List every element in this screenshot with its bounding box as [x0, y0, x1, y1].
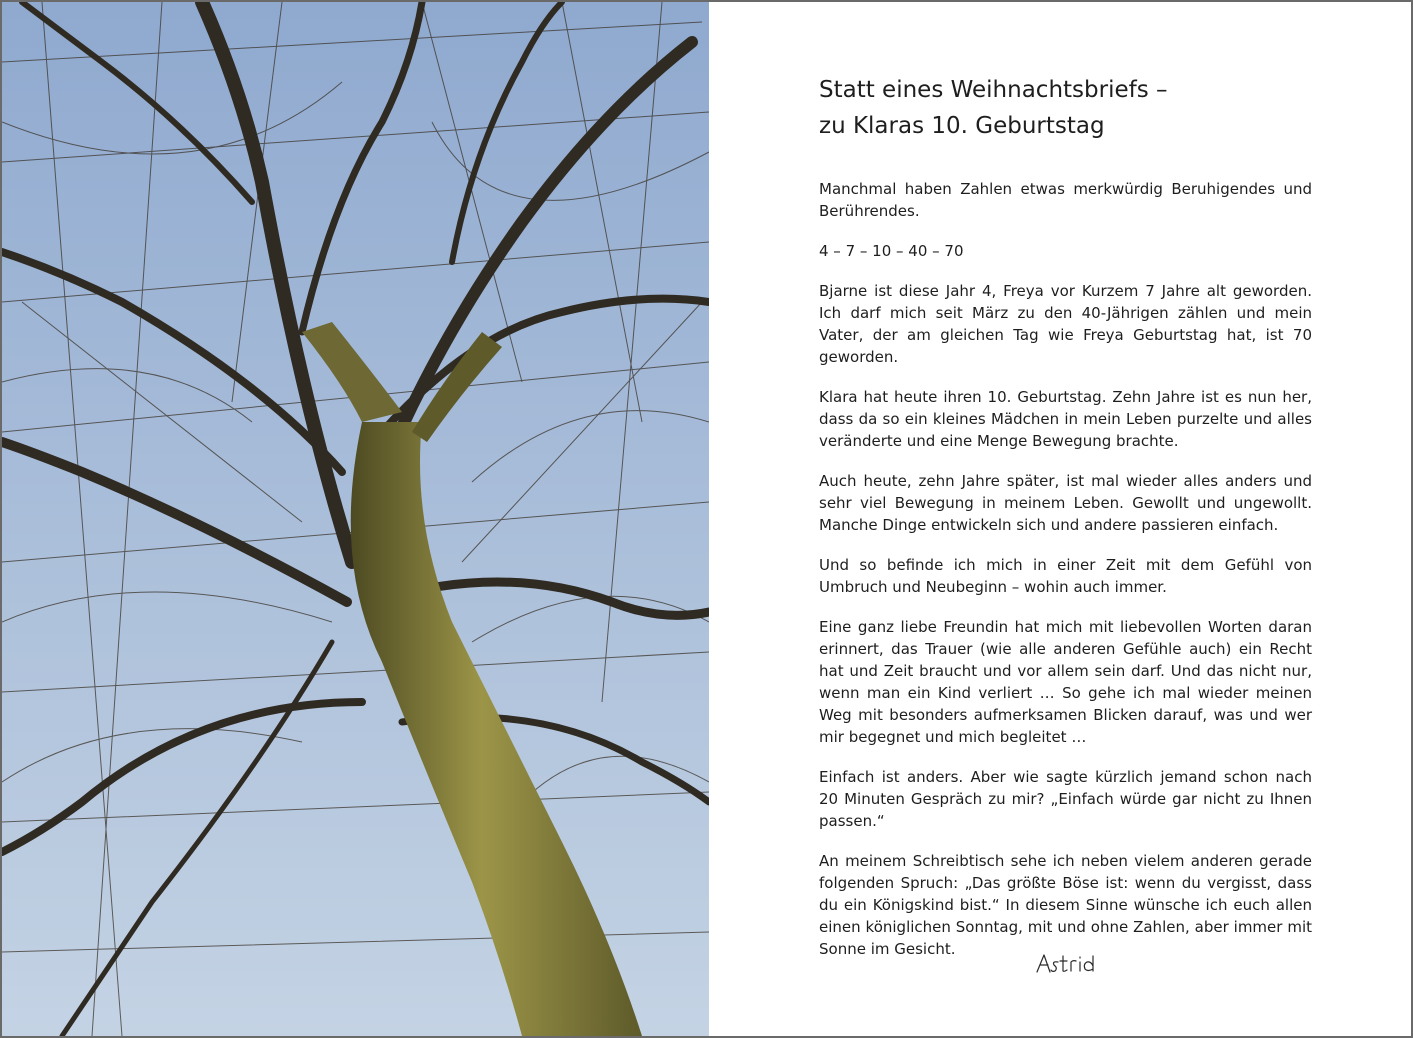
letter-title: [819, 72, 1312, 144]
paragraph-6: Und so befinde ich mich in einer Zeit mit dem Gefühl von Umbruch und Neubeginn – wohin auch immer.: [819, 556, 1312, 596]
title-line-1: Statt eines Weihnachtsbriefs –: [819, 77, 1168, 103]
paragraph-1: Manchmal haben Zahlen etwas merkwürdig Beruhigendes und Berührendes.: [819, 180, 1312, 220]
paragraph-3: Bjarne ist diese Jahr 4, Freya vor Kurzem 7 Jahre alt geworden. Ich darf mich seit März zu den 40-Jährigen zählen und mein Vater, der am gleichen Tag wie Freya Geburtstag hat, ist 70 geworden.: [819, 282, 1312, 366]
number-sequence: 4 – 7 – 10 – 40 – 70: [819, 242, 964, 260]
paragraph-4: Klara hat heute ihren 10. Geburtstag. Zehn Jahre ist es nun her, dass da so ein kleines Mädchen in mein Leben purzelte und alles veränderte und eine Menge Bewegung brachte.: [819, 388, 1312, 450]
tree-photo-image: [2, 2, 709, 1036]
letter-page: [819, 72, 1312, 960]
paragraph-9: An meinem Schreibtisch sehe ich neben vielem anderen gerade folgenden Spruch: „Das größte Böse ist: wenn du vergisst, dass du ein Königskind bist.“ In diesem Sinne wünsche ich euch allen einen königlichen Sonntag, mit und ohne Zahlen, aber immer mit Sonne im Gesicht.: [819, 852, 1312, 958]
paragraph-8: Einfach ist anders. Aber wie sagte kürzlich jemand schon nach 20 Minuten Gespräch zu mir? „Einfach würde gar nicht zu Ihnen passen.“: [819, 768, 1312, 830]
tree-photo: [2, 2, 709, 1036]
title-line-2: zu Klaras 10. Geburtstag: [819, 113, 1105, 139]
handwritten-signature: [1034, 950, 1104, 980]
paragraph-7: Eine ganz liebe Freundin hat mich mit liebevollen Worten daran erinnert, das Trauer (wie alle anderen Gefühle auch) ein Recht hat und Zeit braucht und vor allem sein darf. Und das nicht nur, wenn man ein Kind verliert … So gehe ich mal wieder meinen Weg mit besonders aufmerksamen Blicken darauf, was und wer mir begegnet und mich begleitet …: [819, 618, 1312, 746]
paragraph-5: Auch heute, zehn Jahre später, ist mal wieder alles anders und sehr viel Bewegung in meinem Leben. Gewollt und ungewollt. Manche Dinge entwickeln sich und andere passieren einfach.: [819, 472, 1312, 534]
